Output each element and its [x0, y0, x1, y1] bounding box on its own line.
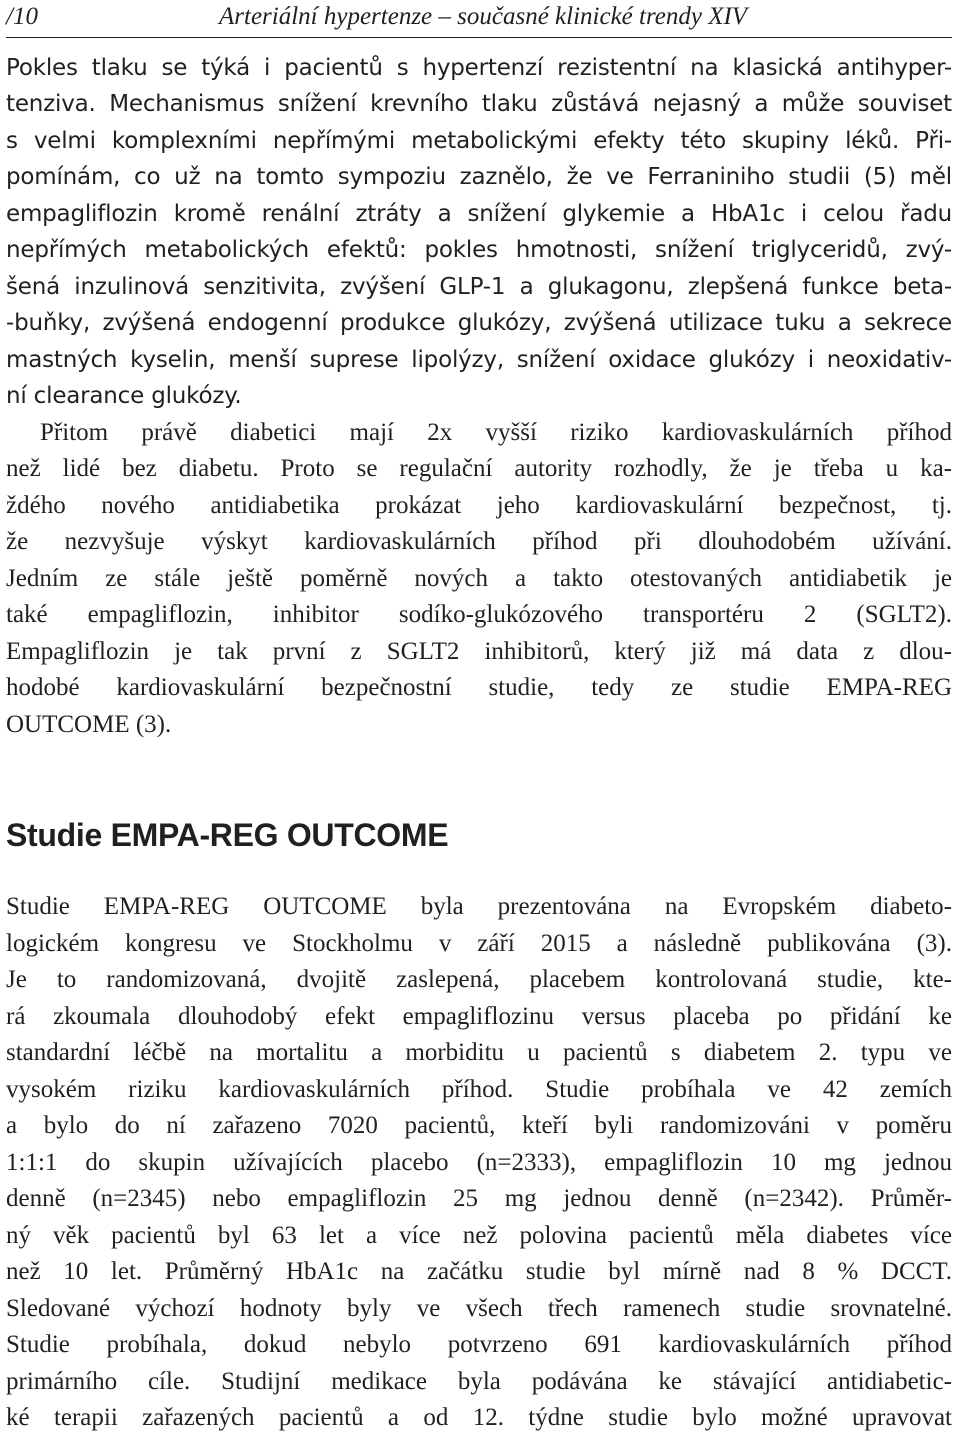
paragraph-line: Přitom právě diabetici mají 2x vyšší riziko kardiovaskulárních příhod	[40, 419, 952, 446]
paragraph-line: že nezvyšuje výskyt kardiovaskulárních příhod při dlouhodobém užívání.	[6, 528, 952, 555]
paragraph-line: ný věk pacientů byl 63 let a více než polovina pacientů měla diabetes více	[6, 1222, 952, 1249]
header-divider	[6, 37, 952, 38]
paragraph-line: logickém kongresu ve Stockholmu v září 2015 a následně publikována (3).	[6, 930, 952, 957]
paragraph-line: s velmi komplexními nepřímými metabolickými efekty této skupiny léků. Při-	[6, 128, 952, 154]
paragraph-line: šená inzulinová senzitivita, zvýšení GLP-1 a glukagonu, zlepšená funkce beta-	[6, 274, 952, 300]
paragraph-line: nepřímých metabolických efektů: pokles hmotnosti, snížení triglyceridů, zvý-	[6, 237, 952, 263]
paragraph-line: vysokém riziku kardiovaskulárních příhod. Studie probíhala ve 42 zemích	[6, 1076, 952, 1103]
paragraph-line: Empagliflozin je tak první z SGLT2 inhibitorů, který již má data z dlou-	[6, 638, 952, 665]
paragraph-line: 1:1:1 do skupin užívajících placebo (n=2333), empagliflozin 10 mg jednou	[6, 1149, 952, 1176]
paragraph-line: ké terapii zařazených pacientů a od 12. týdne studie bylo možné upravovat	[6, 1404, 952, 1431]
paragraph-line: také empagliflozin, inhibitor sodíko-glukózového transportéru 2 (SGLT2).	[6, 601, 952, 628]
paragraph-line: hodobé kardiovaskulární bezpečnostní studie, tedy ze studie EMPA-REG	[6, 674, 952, 701]
paragraph-line: Studie probíhala, dokud nebylo potvrzeno 691 kardiovaskulárních příhod	[6, 1331, 952, 1358]
paragraph-line: mastných kyselin, menší suprese lipolýzy, snížení oxidace glukózy i neoxidativ-	[6, 347, 952, 373]
paragraph-line: Je to randomizovaná, dvojitě zaslepená, placebem kontrolovaná studie, kte-	[6, 966, 952, 993]
running-title: Arteriální hypertenze – současné klinické trendy XIV	[219, 3, 748, 30]
paragraph-line: než 10 let. Průměrný HbA1c na začátku studie byl mírně nad 8 % DCCT.	[6, 1258, 952, 1285]
paragraph-line: primárního cíle. Studijní medikace byla podávána ke stávající antidiabetic-	[6, 1368, 952, 1395]
paragraph-line: OUTCOME (3).	[6, 711, 172, 738]
paragraph-line: denně (n=2345) nebo empagliflozin 25 mg jednou denně (n=2342). Průměr-	[6, 1185, 952, 1212]
paragraph-line: než lidé bez diabetu. Proto se regulační autority rozhodly, že je třeba u ka-	[6, 455, 952, 482]
section-heading: Studie EMPA-REG OUTCOME	[6, 817, 449, 853]
paragraph-line: tenziva. Mechanismus snížení krevního tlaku zůstává nejasný a může souviset	[6, 91, 952, 117]
paragraph-line: Jedním ze stále ještě poměrně nových a takto otestovaných antidiabetik je	[6, 565, 952, 592]
paragraph-line: pomínám, co už na tomto sympoziu zaznělo, že ve Ferraniniho studii (5) měl	[6, 164, 952, 190]
paragraph-line: Pokles tlaku se týká i pacientů s hypertenzí rezistentní na klasická antihyper-	[6, 55, 952, 81]
paragraph-line: rá zkoumala dlouhodobý efekt empagliflozinu versus placeba po přidání ke	[6, 1003, 952, 1030]
running-header	[6, 0, 952, 34]
paragraph-line: standardní léčbě na mortalitu a morbiditu u pacientů s diabetem 2. typu ve	[6, 1039, 952, 1066]
paragraph-line: Studie EMPA-REG OUTCOME byla prezentována na Evropském diabeto-	[6, 893, 952, 920]
paragraph-line: Sledované výchozí hodnoty byly ve všech třech ramenech studie srovnatelné.	[6, 1295, 952, 1322]
paragraph-line: ždého nového antidiabetika prokázat jeho kardiovaskulární bezpečnost, tj.	[6, 492, 952, 519]
paragraph-line: empagliflozin kromě renální ztráty a snížení glykemie a HbA1c i celou řadu	[6, 201, 952, 227]
paragraph-line: a bylo do ní zařazeno 7020 pacientů, kteří byli randomizováni v poměru	[6, 1112, 952, 1139]
page-number: /10	[6, 3, 38, 30]
paragraph-line: -buňky, zvýšená endogenní produkce glukózy, zvýšená utilizace tuku a sekrece	[6, 310, 952, 336]
paragraph-line: ní clearance glukózy.	[6, 383, 242, 409]
